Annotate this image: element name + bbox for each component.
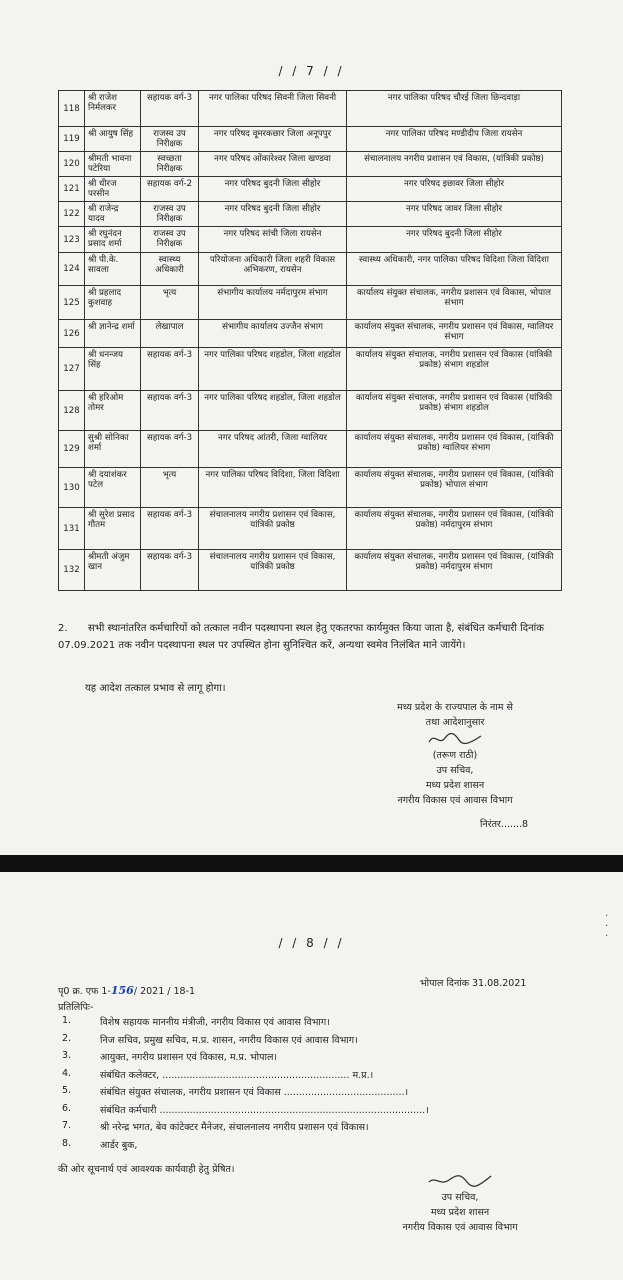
list-item-number: 8. bbox=[62, 1137, 72, 1149]
table-row bbox=[59, 348, 562, 391]
cell-serial-number: 118 bbox=[59, 91, 85, 127]
cell-serial-number: 119 bbox=[59, 127, 85, 152]
signatory-government: मध्य प्रदेश शासन bbox=[430, 1207, 490, 1218]
cell-new-posting: कार्यालय संयुक्त संचालक, नगरीय प्रशासन एवं विकास, ग्वालियर संभाग bbox=[347, 320, 562, 348]
cell-serial-number: 123 bbox=[59, 227, 85, 253]
cell-current-posting: नगर परिषद ओंकारेश्वर जिला खण्डवा bbox=[199, 152, 347, 177]
scan-marks: · · · bbox=[605, 911, 609, 942]
signatory-designation: उप सचिव, bbox=[441, 1192, 479, 1203]
cell-new-posting: कार्यालय संयुक्त संचालक, नगरीय प्रशासन एवं विकास (यांत्रिकी प्रकोष्ठ) संभाग शहडोल bbox=[347, 348, 562, 391]
cell-current-posting: नगर परिषद आंतरी, जिला ग्वालियर bbox=[199, 431, 347, 468]
page-number: / / 7 / / bbox=[278, 64, 345, 78]
cell-post: भृत्य bbox=[141, 286, 199, 320]
cell-employee-name: श्री धीरज परसीन bbox=[85, 177, 141, 202]
signature-image bbox=[355, 1172, 565, 1190]
cell-post: भृत्य bbox=[141, 468, 199, 508]
cell-new-posting: कार्यालय संयुक्त संचालक, नगरीय प्रशासन एवं विकास, (यांत्रिकी प्रकोष्ठ) नर्मदापुरम संभाग bbox=[347, 508, 562, 550]
cell-new-posting: कार्यालय संयुक्त संचालक, नगरीय प्रशासन एवं विकास, (यांत्रिकी प्रकोष्ठ) नर्मदापुरम संभाग bbox=[347, 550, 562, 591]
table-row bbox=[59, 468, 562, 508]
reference-prefix: पृ0 क्र. एफ 1- bbox=[58, 986, 111, 997]
cell-employee-name: श्री आयुष सिंह bbox=[85, 127, 141, 152]
list-item-number: 4. bbox=[62, 1067, 72, 1079]
cell-new-posting: नगर परिषद इछावर जिला सीहोर bbox=[347, 177, 562, 202]
cell-new-posting: कार्यालय संयुक्त संचालक, नगरीय प्रशासन एवं विकास, (यांत्रिकी प्रकोष्ठ) भोपाल संभाग bbox=[347, 468, 562, 508]
cell-new-posting: नगर पालिका परिषद मण्डीदीप जिला रायसेन bbox=[347, 127, 562, 152]
page-number: / / 8 / / bbox=[278, 936, 345, 950]
copy-to-heading: प्रतिलिपिः- bbox=[58, 1002, 94, 1013]
cell-serial-number: 130 bbox=[59, 468, 85, 508]
cell-current-posting: नगर परिषद बुदनी जिला सीहोर bbox=[199, 202, 347, 227]
cell-new-posting: कार्यालय संयुक्त संचालक, नगरीय प्रशासन एवं विकास, (यांत्रिकी प्रकोष्ठ) ग्वालियर संभाग bbox=[347, 431, 562, 468]
cell-post: सहायक वर्ग-3 bbox=[141, 508, 199, 550]
table-row bbox=[59, 253, 562, 286]
cell-serial-number: 128 bbox=[59, 391, 85, 431]
table-row bbox=[59, 286, 562, 320]
document-page-8 bbox=[0, 872, 623, 1280]
cell-employee-name: श्री सुरेश प्रसाद गौतम bbox=[85, 508, 141, 550]
reference-suffix: / 2021 / 18-1 bbox=[133, 986, 196, 997]
list-item-text: श्री नरेन्द्र भगत, बेव कांटेक्टर मैनेजर, संचालनालय नगरीय प्रशासन एवं विकास। bbox=[100, 1122, 369, 1133]
signature-block bbox=[355, 1172, 565, 1235]
signature-authority-line: मध्य प्रदेश के राज्यपाल के नाम से bbox=[397, 702, 513, 713]
cell-post: राजस्व उप निरीक्षक bbox=[141, 127, 199, 152]
cell-post: सहायक वर्ग-3 bbox=[141, 91, 199, 127]
cell-employee-name: श्रीमती अंजुम खान bbox=[85, 550, 141, 591]
cell-employee-name: श्री प्रहलाद कुशवाह bbox=[85, 286, 141, 320]
reference-handwritten: 156 bbox=[110, 984, 134, 997]
cell-serial-number: 126 bbox=[59, 320, 85, 348]
cell-current-posting: नगर परिषद बुदनी जिला सीहोर bbox=[199, 177, 347, 202]
cell-post: सहायक वर्ग-3 bbox=[141, 431, 199, 468]
list-item bbox=[62, 1068, 542, 1086]
cell-post: स्वच्छता निरीक्षक bbox=[141, 152, 199, 177]
list-item-text: संबंधित संयुक्त संचालक, नगरीय प्रशासन एवं विकास ........................................। bbox=[100, 1087, 409, 1098]
cell-serial-number: 124 bbox=[59, 253, 85, 286]
transfer-table bbox=[58, 90, 562, 591]
cell-post: सहायक वर्ग-3 bbox=[141, 391, 199, 431]
cell-post: स्वास्थ्य अधिकारी bbox=[141, 253, 199, 286]
list-item-number: 7. bbox=[62, 1120, 72, 1131]
reference-number bbox=[58, 984, 195, 997]
cell-employee-name: श्री हरिओम तोमर bbox=[85, 391, 141, 431]
paragraph-text: सभी स्थानांतरित कर्मचारियों को तत्काल नवीन पदस्थापना स्थल हेतु एकतरफा कार्यमुक्त किया जाता है, संबंधित कर्मचारी दिनांक 07.09.2021 तक नवीन पदस्थापना स्थल पर उपस्थित होना सुनिश्चित करें, अन्यथा स्वमेव निलंबित माने जायेंगे। bbox=[58, 623, 544, 651]
cell-post: सहायक वर्ग-3 bbox=[141, 550, 199, 591]
signatory-government: मध्य प्रदेश शासन bbox=[425, 780, 485, 791]
page-gap bbox=[0, 855, 623, 872]
list-item bbox=[62, 1015, 542, 1033]
cell-current-posting: संचालनालय नगरीय प्रशासन एवं विकास, यांत्रिकी प्रकोष्ठ bbox=[199, 508, 347, 550]
copy-to-list bbox=[62, 1015, 542, 1155]
signature-image bbox=[345, 730, 565, 748]
table-row bbox=[59, 91, 562, 127]
signatory-name: (तरूण राठी) bbox=[432, 750, 478, 761]
cell-new-posting: संचालनालय नगरीय प्रशासन एवं विकास, (यांत्रिकी प्रकोष्ठ) bbox=[347, 152, 562, 177]
list-item-text: आयुक्त, नगरीय प्रशासन एवं विकास, म.प्र. भोपाल। bbox=[100, 1052, 278, 1063]
cell-current-posting: नगर परिषद वृ्मरकछार जिला अनूपपुर bbox=[199, 127, 347, 152]
cell-employee-name: श्री धनन्जय सिंह bbox=[85, 348, 141, 391]
signatory-designation: उप सचिव, bbox=[436, 765, 474, 776]
cell-current-posting: परियोजना अधिकारी जिला शहरी विकास अभिकरण, रायसेन bbox=[199, 253, 347, 286]
cell-employee-name: श्री रघुनंदन प्रसाद शर्मा bbox=[85, 227, 141, 253]
signature-authority-line: तथा आदेशानुसार bbox=[425, 717, 485, 728]
paragraph-effect: यह आदेश तत्काल प्रभाव से लागू होगा। bbox=[85, 683, 226, 694]
cell-current-posting: नगर परिषद सांची जिला रायसेन bbox=[199, 227, 347, 253]
table-row bbox=[59, 177, 562, 202]
cell-new-posting: कार्यालय संयुक्त संचालक, नगरीय प्रशासन एवं विकास (यांत्रिकी प्रकोष्ठ) संभाग शहडोल bbox=[347, 391, 562, 431]
cell-serial-number: 125 bbox=[59, 286, 85, 320]
table-row bbox=[59, 320, 562, 348]
list-item-number: 3. bbox=[62, 1050, 72, 1061]
list-item-text: आर्डर बुक, bbox=[100, 1139, 138, 1151]
list-item bbox=[62, 1085, 542, 1103]
table-row bbox=[59, 550, 562, 591]
cell-current-posting: संचालनालय नगरीय प्रशासन एवं विकास, यांत्रिकी प्रकोष्ठ bbox=[199, 550, 347, 591]
cell-new-posting: स्वास्थ्य अधिकारी, नगर पालिका परिषद विदिशा जिला विदिशा bbox=[347, 253, 562, 286]
cell-employee-name: श्री राजेश निर्मलकर bbox=[85, 91, 141, 127]
list-item-number: 5. bbox=[62, 1085, 72, 1096]
table-row bbox=[59, 431, 562, 468]
cell-employee-name: श्रीमती भावना पटेरिया bbox=[85, 152, 141, 177]
cell-new-posting: नगर परिषद जावर जिला सीहोर bbox=[347, 202, 562, 227]
cell-current-posting: नगर पालिका परिषद शहडोल, जिला शहडोल bbox=[199, 391, 347, 431]
date-line: भोपाल दिनांक 31.08.2021 bbox=[420, 978, 527, 989]
cell-serial-number: 131 bbox=[59, 508, 85, 550]
cell-serial-number: 127 bbox=[59, 348, 85, 391]
cell-serial-number: 122 bbox=[59, 202, 85, 227]
cell-new-posting: कार्यालय संयुक्त संचालक, नगरीय प्रशासन एवं विकास, भोपाल संभाग bbox=[347, 286, 562, 320]
paragraph-number: 2. bbox=[58, 623, 68, 634]
cell-current-posting: नगर पालिका परिषद सिवनी जिला सिवनी bbox=[199, 91, 347, 127]
cell-post: लेखापाल bbox=[141, 320, 199, 348]
table-row bbox=[59, 227, 562, 253]
cell-serial-number: 129 bbox=[59, 431, 85, 468]
list-item-number: 6. bbox=[62, 1102, 72, 1114]
cell-post: राजस्व उप निरीक्षक bbox=[141, 202, 199, 227]
cell-employee-name: श्री दयाशंकर पटेल bbox=[85, 468, 141, 508]
cell-new-posting: नगर परिषद बुदनी जिला सीहोर bbox=[347, 227, 562, 253]
list-item-text: विशेष सहायक माननीय मंत्रीजी, नगरीय विकास एवं आवास विभाग। bbox=[100, 1017, 330, 1028]
forwarding-note: की ओर सूचनार्थ एवं आवश्यक कार्यवाही हेतु प्रेषित। bbox=[58, 1164, 235, 1175]
cell-new-posting: नगर पालिका परिषद चौरई जिला छिन्दवाड़ा bbox=[347, 91, 562, 127]
continued-marker: निरंतर.......8 bbox=[480, 819, 529, 830]
table-row bbox=[59, 152, 562, 177]
cell-employee-name: श्री ज्ञानेन्द्र शर्मा bbox=[85, 320, 141, 348]
list-item bbox=[62, 1103, 542, 1121]
cell-current-posting: नगर पालिका परिषद विदिशा, जिला विदिशा bbox=[199, 468, 347, 508]
list-item bbox=[62, 1138, 542, 1156]
cell-current-posting: संभागीय कार्यालय नर्मदापुरम संभाग bbox=[199, 286, 347, 320]
cell-current-posting: नगर पालिका परिषद शहडोल, जिला शहडोल bbox=[199, 348, 347, 391]
cell-serial-number: 120 bbox=[59, 152, 85, 177]
cell-serial-number: 121 bbox=[59, 177, 85, 202]
table-row bbox=[59, 127, 562, 152]
signatory-department: नगरीय विकास एवं आवास विभाग bbox=[402, 1222, 518, 1233]
cell-post: सहायक वर्ग-3 bbox=[141, 348, 199, 391]
cell-post: सहायक वर्ग-2 bbox=[141, 177, 199, 202]
list-item-text: संबंधित कर्मचारी ........................................................................................। bbox=[100, 1104, 429, 1116]
list-item bbox=[62, 1120, 542, 1138]
cell-employee-name: श्री पी.के. सावला bbox=[85, 253, 141, 286]
list-item-number: 2. bbox=[62, 1032, 72, 1044]
table-row bbox=[59, 202, 562, 227]
list-item-number: 1. bbox=[62, 1015, 72, 1026]
table-row bbox=[59, 508, 562, 550]
table-row bbox=[59, 391, 562, 431]
signature-block bbox=[345, 700, 565, 808]
list-item-text: निज सचिव, प्रमुख सचिव, म.प्र. शासन, नगरीय विकास एवं आवास विभाग। bbox=[100, 1034, 358, 1046]
cell-current-posting: संभागीय कार्यालय उज्जैन संभाग bbox=[199, 320, 347, 348]
list-item bbox=[62, 1050, 542, 1068]
paragraph-relieving-order bbox=[58, 620, 558, 654]
signatory-department: नगरीय विकास एवं आवास विभाग bbox=[397, 795, 513, 806]
cell-post: राजस्व उप निरीक्षक bbox=[141, 227, 199, 253]
cell-serial-number: 132 bbox=[59, 550, 85, 591]
list-item bbox=[62, 1033, 542, 1051]
cell-employee-name: श्री राजेन्द्र यादव bbox=[85, 202, 141, 227]
list-item-text: संबंधित कलेक्टर, .............................................................. म.प्र.। bbox=[100, 1069, 374, 1081]
cell-employee-name: सुश्री सोनिका शर्मा bbox=[85, 431, 141, 468]
